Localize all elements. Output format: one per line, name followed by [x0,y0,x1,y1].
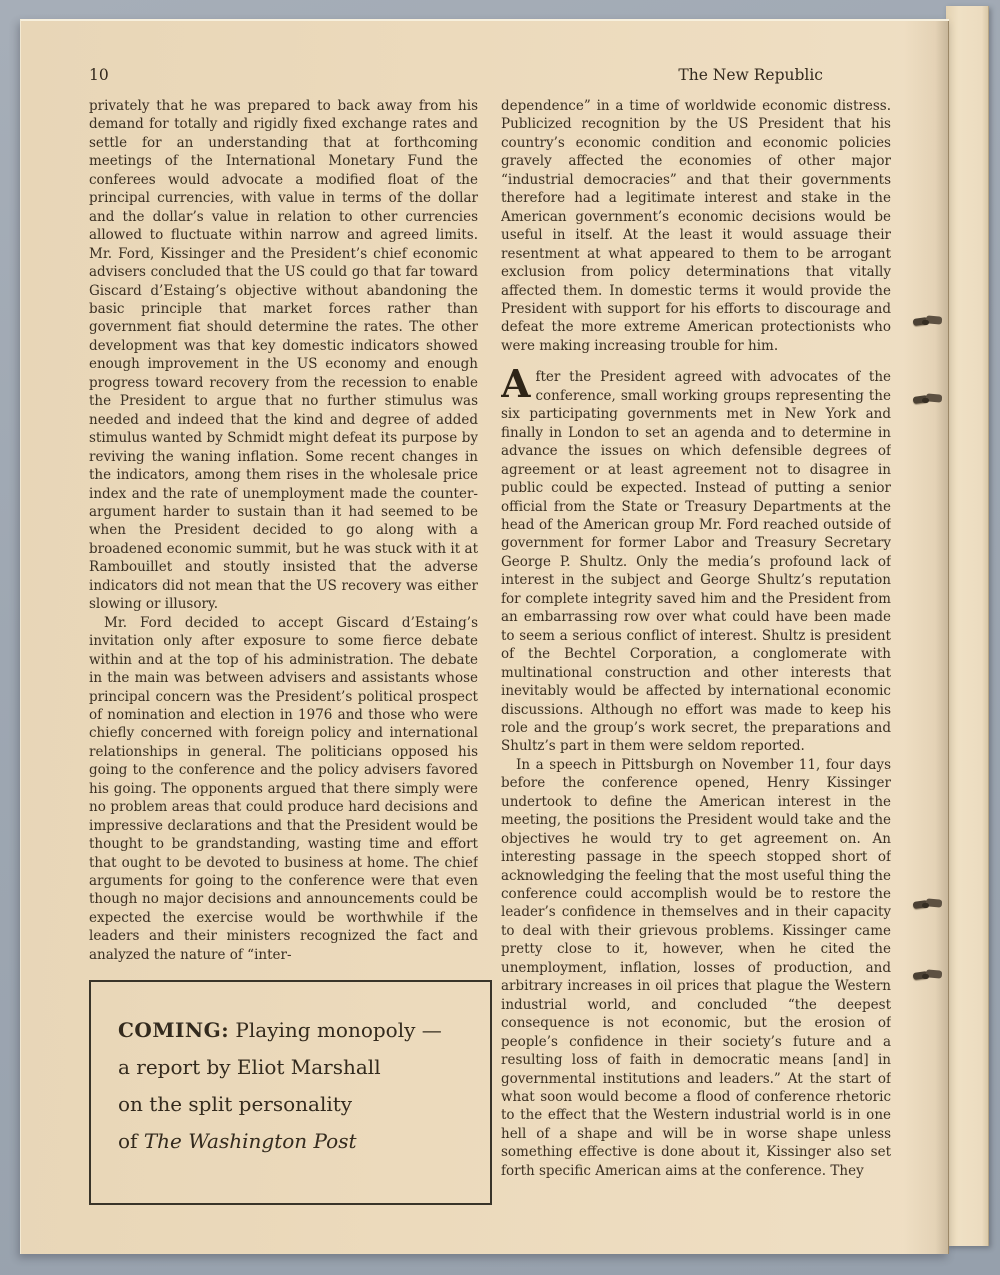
binding-stitch-icon [911,392,945,404]
coming-line-4 [118,1123,480,1160]
coming-line-4-prefix: of [118,1129,144,1153]
coming-line-3: on the split personality [118,1092,353,1116]
paragraph-text: fter the President agreed with advocates of the conference, small working groups representing the six participating governments met in New York and finally in London to set an agenda and to determine in advance the issues on which defensible degrees of agreement or at least agreement not to disagree in public could be expected. Instead of putting a senior official from the State or Treasury Departments at the head of the American group Mr. Ford reached outside of government for former Labor and Treasury Secretary George P. Shultz. Only the media’s profound lack of interest in the subject and George Shultz’s reputation for complete integrity saved him and the President from an embarrassing row over what could have been made to seem a serious conflict of interest. Shultz is president of the Bechtel Corporation, a conglomerate with multinational construction and other interests that inevitably would be affected by international economic discussions. Although no effort was made to keep his role and the group’s work secret, the preparations and Shultz’s part in them were seldom reported. [501,369,891,755]
body-paragraph: dependence” in a time of worldwide economic distress. Publicized recognition by the US President that his country’s economic condition and economic policies gravely affected the economies of other major “industrial democracies” and that their governments therefore had a legitimate interest and stake in the American government’s economic decisions would be useful in itself. At the least it would assuage their resentment at what appeared to them to be arrogant exclusion from policy determinations that vitally affected them. In domestic terms it would provide the President with support for his efforts to discourage and defeat the more extreme American protectionists who were making increasing trouble for him. [501,98,891,354]
coming-label: COMING: [118,1018,230,1042]
adjacent-page-edge [946,6,989,1246]
coming-line-2: a report by Eliot Marshall [118,1055,381,1079]
publication-title-italic: The Washington Post [143,1129,357,1153]
binding-stitch-icon [911,314,945,326]
body-paragraph: In a speech in Pittsburgh on November 11, four days before the conference opened, Henry Kissinger undertook to define the American interest in the meeting, the positions the President would take and the objectives he would try to get agreement on. An interesting passage in the speech stopped short of acknowledging the feeling that the most useful thing the conference could accomplish would be to restore the leader’s confidence in themselves and in their capacity to deal with their grievous problems. Kissinger came pretty close to it, however, when he cited the unemployment, inflation, losses of production, and arbitrary increases in oil prices that plague the Western industrial world, and concluded “the deepest consequence is not economic, but the erosion of people’s confidence in their society’s future and a resulting loss of faith in democratic means [and] in governmental institutions and leaders.” At the start of what soon would become a flood of conference rhetoric to the effect that the Western industrial world is in one hell of a shape and will be in worse shape unless something effective is done about it, Kissinger also set forth specific American aims at the conference. They [501,756,891,1179]
publication-title: The New Republic [678,66,823,84]
text-column-right [501,97,891,1213]
body-paragraph: privately that he was prepared to back away from his demand for totally and rigidly fixed exchange rates and settle for an understanding that at forthcoming meetings of the International Monetary Fund the conferees would advocate a modified float of the principal currencies, with value in terms of the dollar and the dollar’s value in relation to other currencies allowed to fluctuate within narrow and agreed limits. Mr. Ford, Kissinger and the President’s chief economic advisers concluded that the US could go that far toward Giscard d’Estaing’s objective without abandoning the basic principle that market forces rather than government fiat should determine the rates. The other development was that key domestic indicators showed enough improvement in the US economy and enough progress toward recovery from the recession to enable the President to argue that no further stimulus was needed and indeed that the kind and degree of added stimulus wanted by Schmidt might defeat its purpose by reviving the waning inflation. Some recent changes in the indicators, among them rises in the wholesale price index and the rate of unemployment made the counter-argument harder to sustain than it had seemed to be when the President decided to go along with a broadened economic summit, but he was stuck with it at Rambouillet and stoutly insisted that the adverse indicators did not mean that the US recovery was either slowing or illusory. [89,98,478,613]
body-paragraph-dropcap [501,361,891,756]
binding-stitch-icon [911,897,945,909]
coming-line-1-text: Playing monopoly — [229,1018,442,1042]
drop-cap-letter: A [501,361,531,407]
binding-stitch-icon [911,968,945,980]
magazine-page [20,19,949,1254]
page-fold-crease [948,21,949,1254]
page-number: 10 [89,66,109,84]
coming-announcement-box [89,980,492,1205]
body-paragraph: Mr. Ford decided to accept Giscard d’Estaing’s invitation only after exposure to some fierce debate within and at the top of his administration. The debate in the main was between advisers and assistants whose principal concern was the President’s political prospect of nomination and election in 1976 and those who were chiefly concerned with foreign policy and international relationships in general. The politicians opposed his going to the conference and the policy advisers favored his going. The opponents argued that there simply were no problem areas that could produce hard decisions and impressive declarations and that the President would be thought to be grandstanding, wasting time and effort that ought to be devoted to business at home. The chief arguments for going to the conference were that even though no major decisions and announcements could be expected the exercise would be worthwhile if the leaders and their ministers recognized the fact and analyzed the nature of “inter- [89,614,478,963]
text-column-left [89,97,478,983]
coming-line-1 [118,1012,480,1049]
